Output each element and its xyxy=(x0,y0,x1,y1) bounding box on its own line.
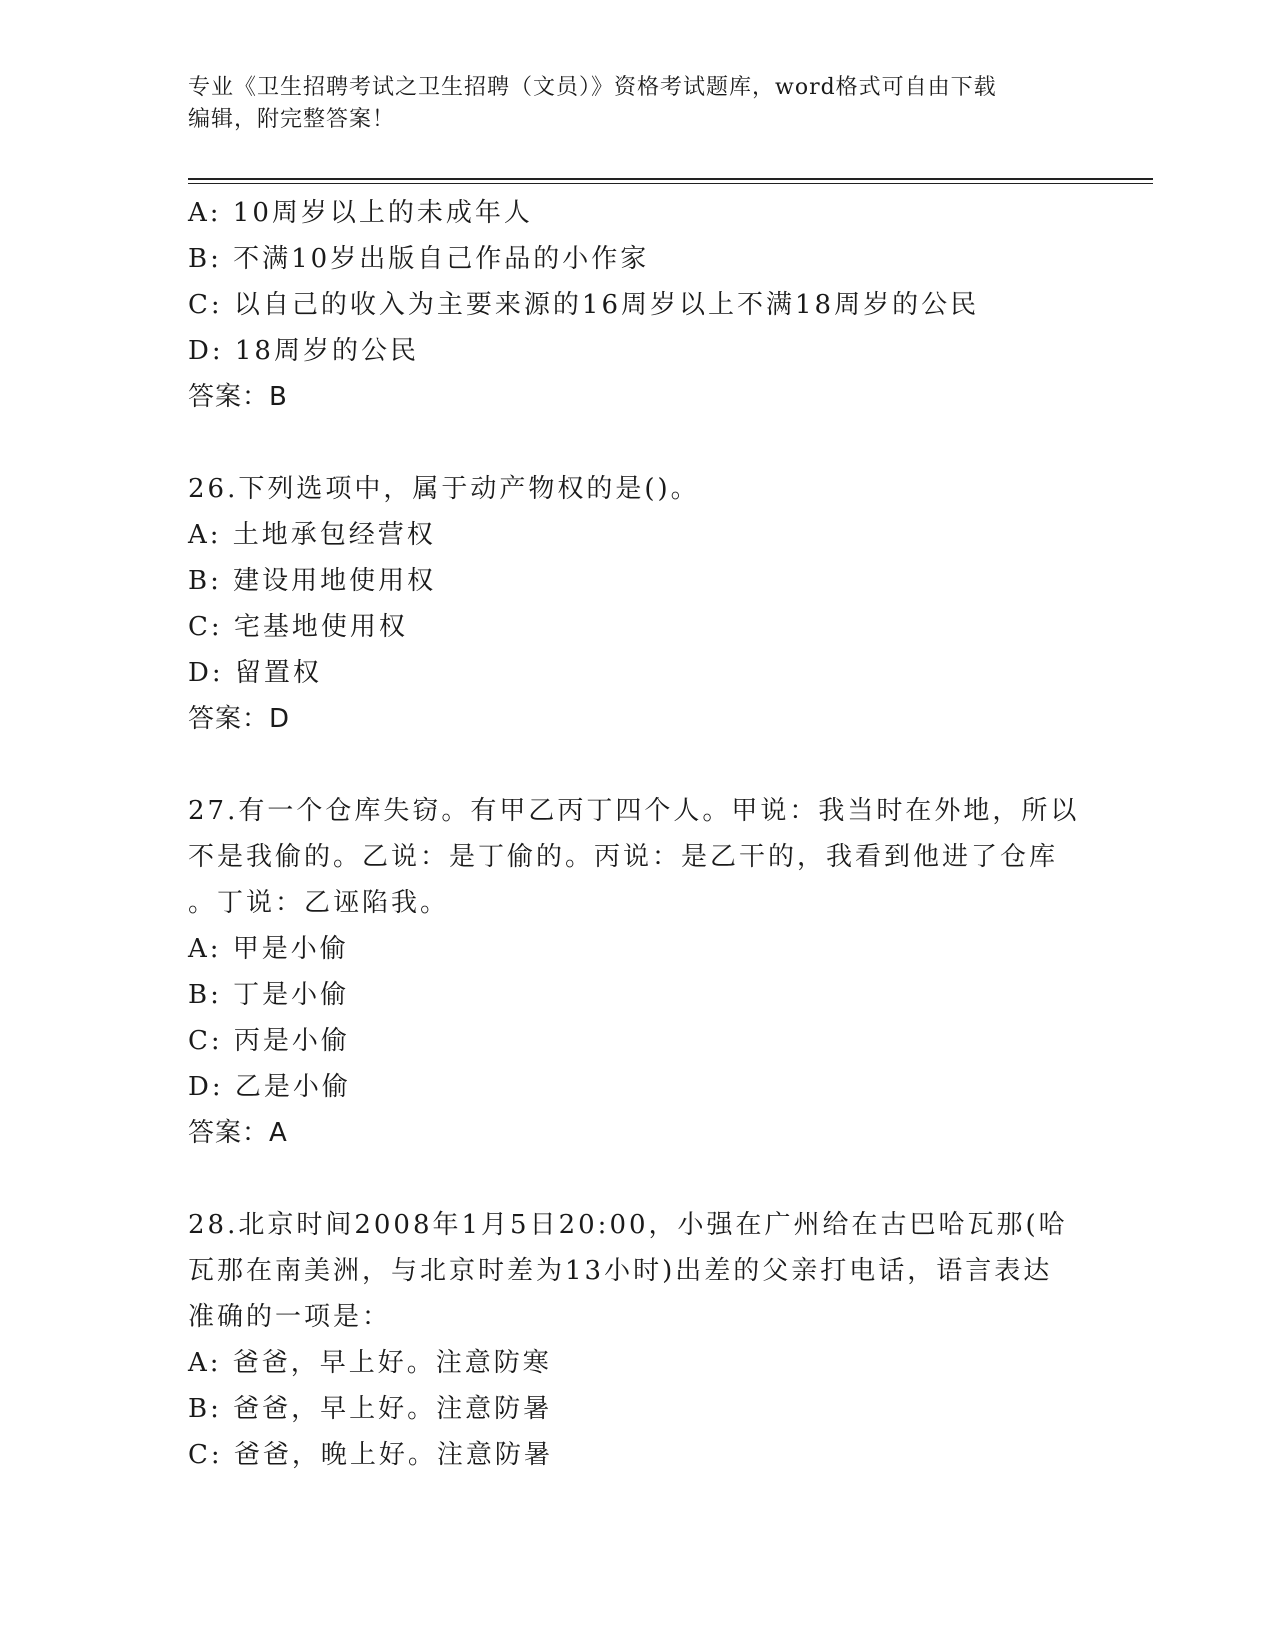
option-b: B: 爸爸，早上好。注意防暑 xyxy=(188,1394,553,1424)
option-d: D: 18周岁的公民 xyxy=(188,336,419,366)
option-d: D: 留置权 xyxy=(188,658,322,688)
question-stem: 26.下列选项中，属于动产物权的是()。 xyxy=(188,474,700,504)
spacer xyxy=(188,420,1088,466)
header-divider-thick xyxy=(188,178,1153,180)
answer: 答案：B xyxy=(188,382,288,412)
question-stem-line-3: 。丁说：乙诬陷我。 xyxy=(188,888,450,918)
option-c: C: 丙是小偷 xyxy=(188,1026,350,1056)
question-stem-line-2: 不是我偷的。乙说：是丁偷的。丙说：是乙干的，我看到他进了仓库 xyxy=(188,842,1059,872)
header-divider-thin xyxy=(188,183,1153,184)
question-stem-line-2: 瓦那在南美洲，与北京时差为13小时)出差的父亲打电话，语言表达 xyxy=(188,1256,1053,1286)
question-26 xyxy=(188,466,1088,742)
answer: 答案：D xyxy=(188,704,291,734)
question-stem-line-1: 28.北京时间2008年1月5日20:00，小强在广州给在古巴哈瓦那(哈 xyxy=(188,1210,1068,1240)
header-line-1: 专业《卫生招聘考试之卫生招聘（文员）》资格考试题库，word格式可自由下载 xyxy=(188,75,997,100)
option-a: A: 甲是小偷 xyxy=(188,934,349,964)
option-c: C: 以自己的收入为主要来源的16周岁以上不满18周岁的公民 xyxy=(188,290,980,320)
answer: 答案：A xyxy=(188,1118,288,1148)
question-stem-line-1: 27.有一个仓库失窃。有甲乙丙丁四个人。甲说：我当时在外地，所以 xyxy=(188,796,1080,826)
option-a: A: 土地承包经营权 xyxy=(188,520,436,550)
option-b: B: 建设用地使用权 xyxy=(188,566,437,596)
option-d: D: 乙是小偷 xyxy=(188,1072,351,1102)
spacer xyxy=(188,1156,1088,1202)
question-stem-line-3: 准确的一项是： xyxy=(188,1302,392,1332)
question-27 xyxy=(188,788,1088,1156)
option-c: C: 爸爸，晚上好。注意防暑 xyxy=(188,1440,553,1470)
option-c: C: 宅基地使用权 xyxy=(188,612,408,642)
option-b: B: 不满10岁出版自己作品的小作家 xyxy=(188,244,650,274)
option-b: B: 丁是小偷 xyxy=(188,980,350,1010)
question-content xyxy=(188,190,1088,1478)
document-header xyxy=(188,72,1068,136)
option-a: A: 10周岁以上的未成年人 xyxy=(188,198,533,228)
question-25 xyxy=(188,190,1088,420)
option-a: A: 爸爸，早上好。注意防寒 xyxy=(188,1348,552,1378)
header-line-2: 编辑，附完整答案！ xyxy=(188,107,396,132)
question-28 xyxy=(188,1202,1088,1478)
spacer xyxy=(188,742,1088,788)
